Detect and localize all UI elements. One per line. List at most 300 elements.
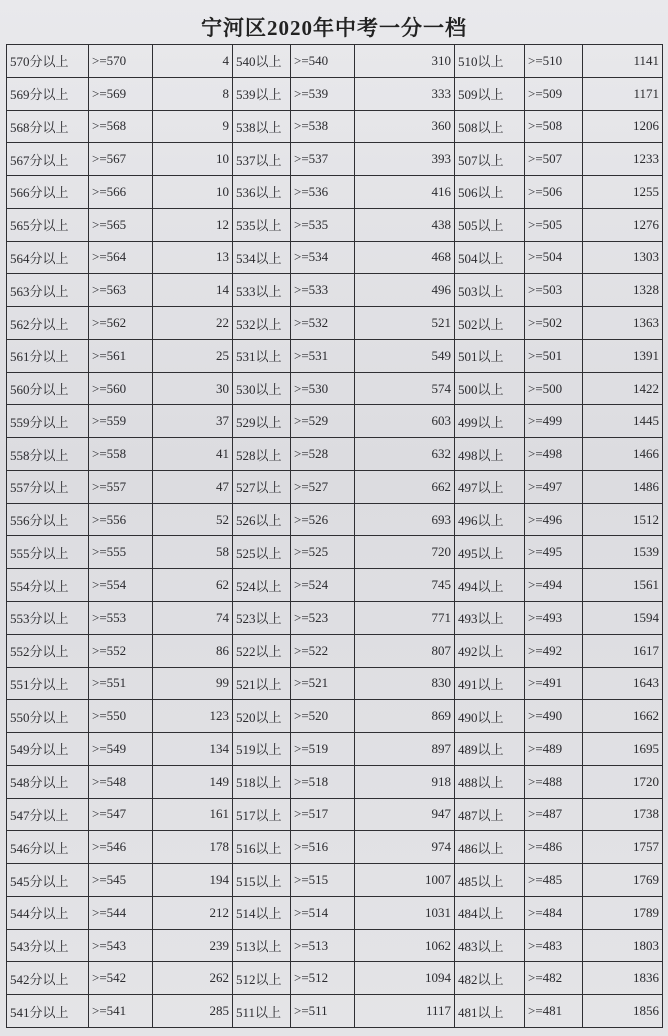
score-range-cell: 533以上 <box>233 274 291 307</box>
cumulative-count-cell: 58 <box>153 536 233 569</box>
cumulative-count-cell: 310 <box>355 45 455 78</box>
table-row <box>7 110 663 143</box>
score-range-cell: 506以上 <box>455 176 525 209</box>
cumulative-count-cell: 1466 <box>583 438 663 471</box>
table-body <box>7 45 663 1028</box>
cumulative-count-cell: 1836 <box>583 962 663 995</box>
score-range-cell: 554分以上 <box>7 569 89 602</box>
score-range-cell: 511以上 <box>233 995 291 1028</box>
cumulative-count-cell: 720 <box>355 536 455 569</box>
score-range-cell: 487以上 <box>455 798 525 831</box>
score-range-cell: 559分以上 <box>7 405 89 438</box>
cumulative-count-cell: 1512 <box>583 503 663 536</box>
score-range-cell: 543分以上 <box>7 929 89 962</box>
score-range-cell: 546分以上 <box>7 831 89 864</box>
condition-cell: >=559 <box>89 405 153 438</box>
condition-cell: >=563 <box>89 274 153 307</box>
cumulative-count-cell: 549 <box>355 339 455 372</box>
score-range-cell: 507以上 <box>455 143 525 176</box>
table-row <box>7 307 663 340</box>
condition-cell: >=526 <box>291 503 355 536</box>
table-row <box>7 143 663 176</box>
cumulative-count-cell: 1643 <box>583 667 663 700</box>
score-range-cell: 495以上 <box>455 536 525 569</box>
cumulative-count-cell: 1094 <box>355 962 455 995</box>
score-range-cell: 502以上 <box>455 307 525 340</box>
table-row <box>7 45 663 78</box>
condition-cell: >=542 <box>89 962 153 995</box>
condition-cell: >=497 <box>525 470 583 503</box>
cumulative-count-cell: 1738 <box>583 798 663 831</box>
score-range-cell: 485以上 <box>455 864 525 897</box>
condition-cell: >=560 <box>89 372 153 405</box>
cumulative-count-cell: 239 <box>153 929 233 962</box>
condition-cell: >=514 <box>291 896 355 929</box>
cumulative-count-cell: 1695 <box>583 733 663 766</box>
condition-cell: >=569 <box>89 77 153 110</box>
condition-cell: >=564 <box>89 241 153 274</box>
cumulative-count-cell: 393 <box>355 143 455 176</box>
score-range-cell: 530以上 <box>233 372 291 405</box>
cumulative-count-cell: 1594 <box>583 602 663 635</box>
cumulative-count-cell: 1062 <box>355 929 455 962</box>
cumulative-count-cell: 974 <box>355 831 455 864</box>
cumulative-count-cell: 574 <box>355 372 455 405</box>
condition-cell: >=512 <box>291 962 355 995</box>
cumulative-count-cell: 438 <box>355 208 455 241</box>
cumulative-count-cell: 1617 <box>583 634 663 667</box>
cumulative-count-cell: 14 <box>153 274 233 307</box>
score-range-cell: 503以上 <box>455 274 525 307</box>
score-range-cell: 565分以上 <box>7 208 89 241</box>
condition-cell: >=561 <box>89 339 153 372</box>
score-range-cell: 566分以上 <box>7 176 89 209</box>
condition-cell: >=482 <box>525 962 583 995</box>
table-row <box>7 470 663 503</box>
cumulative-count-cell: 10 <box>153 143 233 176</box>
condition-cell: >=484 <box>525 896 583 929</box>
cumulative-count-cell: 12 <box>153 208 233 241</box>
condition-cell: >=538 <box>291 110 355 143</box>
condition-cell: >=490 <box>525 700 583 733</box>
score-range-cell: 551分以上 <box>7 667 89 700</box>
cumulative-count-cell: 1233 <box>583 143 663 176</box>
score-range-cell: 492以上 <box>455 634 525 667</box>
score-range-cell: 513以上 <box>233 929 291 962</box>
cumulative-count-cell: 8 <box>153 77 233 110</box>
table-row <box>7 372 663 405</box>
score-range-cell: 515以上 <box>233 864 291 897</box>
table-row <box>7 536 663 569</box>
cumulative-count-cell: 262 <box>153 962 233 995</box>
score-range-cell: 547分以上 <box>7 798 89 831</box>
score-range-cell: 519以上 <box>233 733 291 766</box>
cumulative-count-cell: 1031 <box>355 896 455 929</box>
condition-cell: >=555 <box>89 536 153 569</box>
score-range-cell: 517以上 <box>233 798 291 831</box>
cumulative-count-cell: 1141 <box>583 45 663 78</box>
condition-cell: >=565 <box>89 208 153 241</box>
cumulative-count-cell: 496 <box>355 274 455 307</box>
cumulative-count-cell: 1539 <box>583 536 663 569</box>
cumulative-count-cell: 194 <box>153 864 233 897</box>
condition-cell: >=492 <box>525 634 583 667</box>
score-range-cell: 532以上 <box>233 307 291 340</box>
table-row <box>7 176 663 209</box>
score-range-cell: 528以上 <box>233 438 291 471</box>
table-row <box>7 274 663 307</box>
condition-cell: >=521 <box>291 667 355 700</box>
condition-cell: >=481 <box>525 995 583 1028</box>
score-range-cell: 549分以上 <box>7 733 89 766</box>
cumulative-count-cell: 1391 <box>583 339 663 372</box>
condition-cell: >=567 <box>89 143 153 176</box>
condition-cell: >=513 <box>291 929 355 962</box>
score-range-cell: 556分以上 <box>7 503 89 536</box>
score-range-cell: 494以上 <box>455 569 525 602</box>
cumulative-count-cell: 134 <box>153 733 233 766</box>
table-row <box>7 77 663 110</box>
condition-cell: >=496 <box>525 503 583 536</box>
condition-cell: >=504 <box>525 241 583 274</box>
cumulative-count-cell: 149 <box>153 765 233 798</box>
condition-cell: >=517 <box>291 798 355 831</box>
score-range-cell: 562分以上 <box>7 307 89 340</box>
table-row <box>7 733 663 766</box>
cumulative-count-cell: 37 <box>153 405 233 438</box>
score-range-cell: 561分以上 <box>7 339 89 372</box>
cumulative-count-cell: 41 <box>153 438 233 471</box>
condition-cell: >=503 <box>525 274 583 307</box>
cumulative-count-cell: 662 <box>355 470 455 503</box>
table-row <box>7 503 663 536</box>
table-row <box>7 962 663 995</box>
condition-cell: >=525 <box>291 536 355 569</box>
condition-cell: >=509 <box>525 77 583 110</box>
cumulative-count-cell: 1276 <box>583 208 663 241</box>
score-range-cell: 570分以上 <box>7 45 89 78</box>
cumulative-count-cell: 86 <box>153 634 233 667</box>
table-row <box>7 208 663 241</box>
condition-cell: >=551 <box>89 667 153 700</box>
table-row <box>7 405 663 438</box>
score-range-cell: 482以上 <box>455 962 525 995</box>
table-row <box>7 667 663 700</box>
cumulative-count-cell: 123 <box>153 700 233 733</box>
score-range-cell: 558分以上 <box>7 438 89 471</box>
cumulative-count-cell: 1803 <box>583 929 663 962</box>
score-range-cell: 490以上 <box>455 700 525 733</box>
cumulative-count-cell: 1561 <box>583 569 663 602</box>
score-range-cell: 510以上 <box>455 45 525 78</box>
condition-cell: >=515 <box>291 864 355 897</box>
cumulative-count-cell: 897 <box>355 733 455 766</box>
cumulative-count-cell: 285 <box>153 995 233 1028</box>
cumulative-count-cell: 1303 <box>583 241 663 274</box>
cumulative-count-cell: 745 <box>355 569 455 602</box>
condition-cell: >=545 <box>89 864 153 897</box>
condition-cell: >=547 <box>89 798 153 831</box>
cumulative-count-cell: 1007 <box>355 864 455 897</box>
cumulative-count-cell: 360 <box>355 110 455 143</box>
condition-cell: >=510 <box>525 45 583 78</box>
cumulative-count-cell: 807 <box>355 634 455 667</box>
score-range-cell: 481以上 <box>455 995 525 1028</box>
condition-cell: >=524 <box>291 569 355 602</box>
condition-cell: >=529 <box>291 405 355 438</box>
cumulative-count-cell: 603 <box>355 405 455 438</box>
condition-cell: >=505 <box>525 208 583 241</box>
score-range-cell: 542分以上 <box>7 962 89 995</box>
condition-cell: >=520 <box>291 700 355 733</box>
cumulative-count-cell: 1445 <box>583 405 663 438</box>
condition-cell: >=541 <box>89 995 153 1028</box>
table-row <box>7 864 663 897</box>
score-range-cell: 522以上 <box>233 634 291 667</box>
condition-cell: >=516 <box>291 831 355 864</box>
cumulative-count-cell: 521 <box>355 307 455 340</box>
condition-cell: >=566 <box>89 176 153 209</box>
condition-cell: >=506 <box>525 176 583 209</box>
table-row <box>7 929 663 962</box>
condition-cell: >=495 <box>525 536 583 569</box>
table-row <box>7 765 663 798</box>
score-range-cell: 504以上 <box>455 241 525 274</box>
score-range-cell: 567分以上 <box>7 143 89 176</box>
table-row <box>7 831 663 864</box>
condition-cell: >=556 <box>89 503 153 536</box>
score-range-cell: 497以上 <box>455 470 525 503</box>
condition-cell: >=550 <box>89 700 153 733</box>
score-range-cell: 552分以上 <box>7 634 89 667</box>
score-range-cell: 569分以上 <box>7 77 89 110</box>
condition-cell: >=501 <box>525 339 583 372</box>
cumulative-count-cell: 25 <box>153 339 233 372</box>
condition-cell: >=507 <box>525 143 583 176</box>
cumulative-count-cell: 1206 <box>583 110 663 143</box>
condition-cell: >=518 <box>291 765 355 798</box>
score-range-cell: 537以上 <box>233 143 291 176</box>
condition-cell: >=485 <box>525 864 583 897</box>
score-range-cell: 523以上 <box>233 602 291 635</box>
score-range-cell: 544分以上 <box>7 896 89 929</box>
cumulative-count-cell: 1328 <box>583 274 663 307</box>
score-range-cell: 557分以上 <box>7 470 89 503</box>
table-row <box>7 798 663 831</box>
condition-cell: >=537 <box>291 143 355 176</box>
condition-cell: >=493 <box>525 602 583 635</box>
score-range-cell: 496以上 <box>455 503 525 536</box>
condition-cell: >=533 <box>291 274 355 307</box>
condition-cell: >=487 <box>525 798 583 831</box>
condition-cell: >=508 <box>525 110 583 143</box>
condition-cell: >=549 <box>89 733 153 766</box>
table-row <box>7 438 663 471</box>
score-range-cell: 541分以上 <box>7 995 89 1028</box>
score-range-cell: 488以上 <box>455 765 525 798</box>
score-range-cell: 536以上 <box>233 176 291 209</box>
score-range-cell: 516以上 <box>233 831 291 864</box>
cumulative-count-cell: 1720 <box>583 765 663 798</box>
score-range-cell: 491以上 <box>455 667 525 700</box>
score-range-cell: 545分以上 <box>7 864 89 897</box>
condition-cell: >=535 <box>291 208 355 241</box>
condition-cell: >=557 <box>89 470 153 503</box>
cumulative-count-cell: 1255 <box>583 176 663 209</box>
cumulative-count-cell: 1422 <box>583 372 663 405</box>
condition-cell: >=511 <box>291 995 355 1028</box>
score-range-cell: 493以上 <box>455 602 525 635</box>
score-range-cell: 486以上 <box>455 831 525 864</box>
condition-cell: >=502 <box>525 307 583 340</box>
score-range-cell: 527以上 <box>233 470 291 503</box>
condition-cell: >=530 <box>291 372 355 405</box>
cumulative-count-cell: 30 <box>153 372 233 405</box>
score-range-cell: 520以上 <box>233 700 291 733</box>
table-row <box>7 634 663 667</box>
cumulative-count-cell: 1117 <box>355 995 455 1028</box>
table-row <box>7 995 663 1028</box>
cumulative-count-cell: 830 <box>355 667 455 700</box>
condition-cell: >=534 <box>291 241 355 274</box>
cumulative-count-cell: 1662 <box>583 700 663 733</box>
score-range-cell: 538以上 <box>233 110 291 143</box>
cumulative-count-cell: 52 <box>153 503 233 536</box>
score-range-cell: 505以上 <box>455 208 525 241</box>
cumulative-count-cell: 632 <box>355 438 455 471</box>
cumulative-count-cell: 693 <box>355 503 455 536</box>
table-row <box>7 700 663 733</box>
table-row <box>7 602 663 635</box>
score-range-cell: 525以上 <box>233 536 291 569</box>
cumulative-count-cell: 1171 <box>583 77 663 110</box>
score-range-cell: 564分以上 <box>7 241 89 274</box>
condition-cell: >=523 <box>291 602 355 635</box>
score-range-cell: 535以上 <box>233 208 291 241</box>
cumulative-count-cell: 47 <box>153 470 233 503</box>
cumulative-count-cell: 468 <box>355 241 455 274</box>
condition-cell: >=483 <box>525 929 583 962</box>
cumulative-count-cell: 918 <box>355 765 455 798</box>
cumulative-count-cell: 333 <box>355 77 455 110</box>
condition-cell: >=548 <box>89 765 153 798</box>
condition-cell: >=527 <box>291 470 355 503</box>
cumulative-count-cell: 1769 <box>583 864 663 897</box>
cumulative-count-cell: 771 <box>355 602 455 635</box>
cumulative-count-cell: 947 <box>355 798 455 831</box>
condition-cell: >=570 <box>89 45 153 78</box>
condition-cell: >=500 <box>525 372 583 405</box>
cumulative-count-cell: 161 <box>153 798 233 831</box>
score-range-cell: 508以上 <box>455 110 525 143</box>
score-range-cell: 500以上 <box>455 372 525 405</box>
score-range-cell: 483以上 <box>455 929 525 962</box>
condition-cell: >=558 <box>89 438 153 471</box>
condition-cell: >=540 <box>291 45 355 78</box>
condition-cell: >=486 <box>525 831 583 864</box>
cumulative-count-cell: 212 <box>153 896 233 929</box>
cumulative-count-cell: 416 <box>355 176 455 209</box>
cumulative-count-cell: 869 <box>355 700 455 733</box>
condition-cell: >=528 <box>291 438 355 471</box>
score-range-cell: 521以上 <box>233 667 291 700</box>
score-range-cell: 553分以上 <box>7 602 89 635</box>
score-range-cell: 524以上 <box>233 569 291 602</box>
score-range-cell: 529以上 <box>233 405 291 438</box>
score-range-cell: 539以上 <box>233 77 291 110</box>
score-table <box>6 44 663 1028</box>
score-range-cell: 560分以上 <box>7 372 89 405</box>
condition-cell: >=553 <box>89 602 153 635</box>
score-range-cell: 534以上 <box>233 241 291 274</box>
score-range-cell: 555分以上 <box>7 536 89 569</box>
cumulative-count-cell: 1486 <box>583 470 663 503</box>
score-range-cell: 518以上 <box>233 765 291 798</box>
condition-cell: >=532 <box>291 307 355 340</box>
cumulative-count-cell: 4 <box>153 45 233 78</box>
cumulative-count-cell: 178 <box>153 831 233 864</box>
score-range-cell: 548分以上 <box>7 765 89 798</box>
score-range-cell: 484以上 <box>455 896 525 929</box>
cumulative-count-cell: 62 <box>153 569 233 602</box>
document-title: 宁河区2020年中考一分一档 <box>201 16 467 40</box>
condition-cell: >=562 <box>89 307 153 340</box>
table-row <box>7 241 663 274</box>
cumulative-count-cell: 1363 <box>583 307 663 340</box>
score-range-cell: 489以上 <box>455 733 525 766</box>
cumulative-count-cell: 9 <box>153 110 233 143</box>
condition-cell: >=531 <box>291 339 355 372</box>
cumulative-count-cell: 22 <box>153 307 233 340</box>
condition-cell: >=494 <box>525 569 583 602</box>
cumulative-count-cell: 99 <box>153 667 233 700</box>
table-row <box>7 339 663 372</box>
condition-cell: >=491 <box>525 667 583 700</box>
score-range-cell: 550分以上 <box>7 700 89 733</box>
condition-cell: >=498 <box>525 438 583 471</box>
condition-cell: >=543 <box>89 929 153 962</box>
condition-cell: >=554 <box>89 569 153 602</box>
score-range-cell: 526以上 <box>233 503 291 536</box>
score-range-cell: 501以上 <box>455 339 525 372</box>
score-range-cell: 498以上 <box>455 438 525 471</box>
cumulative-count-cell: 13 <box>153 241 233 274</box>
score-range-cell: 512以上 <box>233 962 291 995</box>
score-range-cell: 531以上 <box>233 339 291 372</box>
condition-cell: >=539 <box>291 77 355 110</box>
condition-cell: >=488 <box>525 765 583 798</box>
score-range-cell: 563分以上 <box>7 274 89 307</box>
cumulative-count-cell: 74 <box>153 602 233 635</box>
condition-cell: >=568 <box>89 110 153 143</box>
table-row <box>7 896 663 929</box>
condition-cell: >=552 <box>89 634 153 667</box>
score-range-cell: 509以上 <box>455 77 525 110</box>
condition-cell: >=489 <box>525 733 583 766</box>
condition-cell: >=546 <box>89 831 153 864</box>
score-range-cell: 540以上 <box>233 45 291 78</box>
cumulative-count-cell: 1789 <box>583 896 663 929</box>
score-range-cell: 568分以上 <box>7 110 89 143</box>
cumulative-count-cell: 1856 <box>583 995 663 1028</box>
condition-cell: >=536 <box>291 176 355 209</box>
condition-cell: >=499 <box>525 405 583 438</box>
score-range-cell: 514以上 <box>233 896 291 929</box>
condition-cell: >=544 <box>89 896 153 929</box>
condition-cell: >=522 <box>291 634 355 667</box>
table-row <box>7 569 663 602</box>
condition-cell: >=519 <box>291 733 355 766</box>
